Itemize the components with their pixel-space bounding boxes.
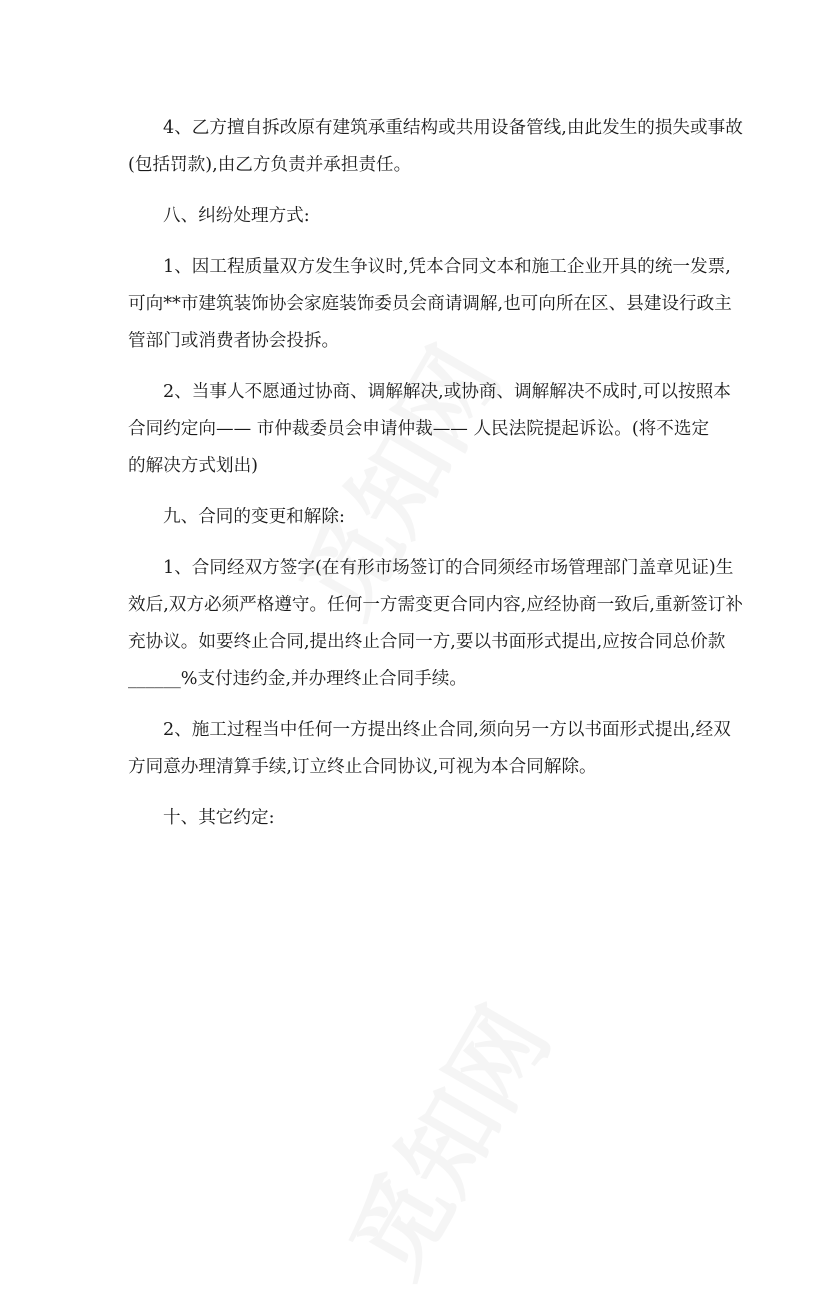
paragraph-8-2 (128, 374, 731, 485)
section-heading-10 (128, 800, 703, 837)
text-line: 的解决方式划出) (128, 456, 259, 476)
text-line: 1、因工程质量双方发生争议时,凭本合同文本和施工企业开具的统一发票, (163, 257, 731, 277)
text-line: 合同约定向—— 市仲裁委员会申请仲裁—— 人民法院提起诉讼。(将不选定 (128, 419, 710, 439)
paragraph-clause-4 (128, 110, 743, 184)
paragraph-9-1 (128, 550, 743, 698)
text-line: ______%支付违约金,并办理终止合同手续。 (128, 669, 467, 689)
section-heading-8 (128, 198, 703, 235)
paragraph-9-2 (128, 712, 731, 786)
text-line: 1、合同经双方签字(在有形市场签订的合同须经市场管理部门盖章见证)生 (163, 558, 734, 578)
text-line: 管部门或消费者协会投拆。 (128, 331, 340, 351)
text-line: 八、纠纷处理方式: (163, 206, 310, 226)
text-line: 效后,双方必须严格遵守。任何一方需变更合同内容,应经协商一致后,重新签订补 (128, 595, 743, 615)
watermark (313, 980, 576, 1297)
paragraph-8-1 (128, 249, 732, 360)
text-line: 可向**市建筑装饰协会家庭装饰委员会商请调解,也可向所在区、县建设行政主 (128, 294, 732, 314)
text-line: 九、合同的变更和解除: (163, 507, 345, 527)
text-line: 2、当事人不愿通过协商、调解解决,或协商、调解解决不成时,可以按照本 (163, 382, 731, 402)
text-line: (包括罚款),由乙方负责并承担责任。 (128, 155, 412, 175)
text-line: 充协议。如要终止合同,提出终止合同一方,要以书面形式提出,应按合同总价款 (128, 632, 726, 652)
section-heading-9 (128, 499, 703, 536)
text-line: 十、其它约定: (163, 808, 275, 828)
text-line: 2、施工过程当中任何一方提出终止合同,须向另一方以书面形式提出,经双 (163, 720, 731, 740)
text-line: 方同意办理清算手续,订立终止合同协议,可视为本合同解除。 (128, 757, 597, 777)
document-body (128, 110, 743, 851)
text-line: 4、乙方擅自拆改原有建筑承重结构或共用设备管线,由此发生的损失或事故 (163, 118, 743, 138)
